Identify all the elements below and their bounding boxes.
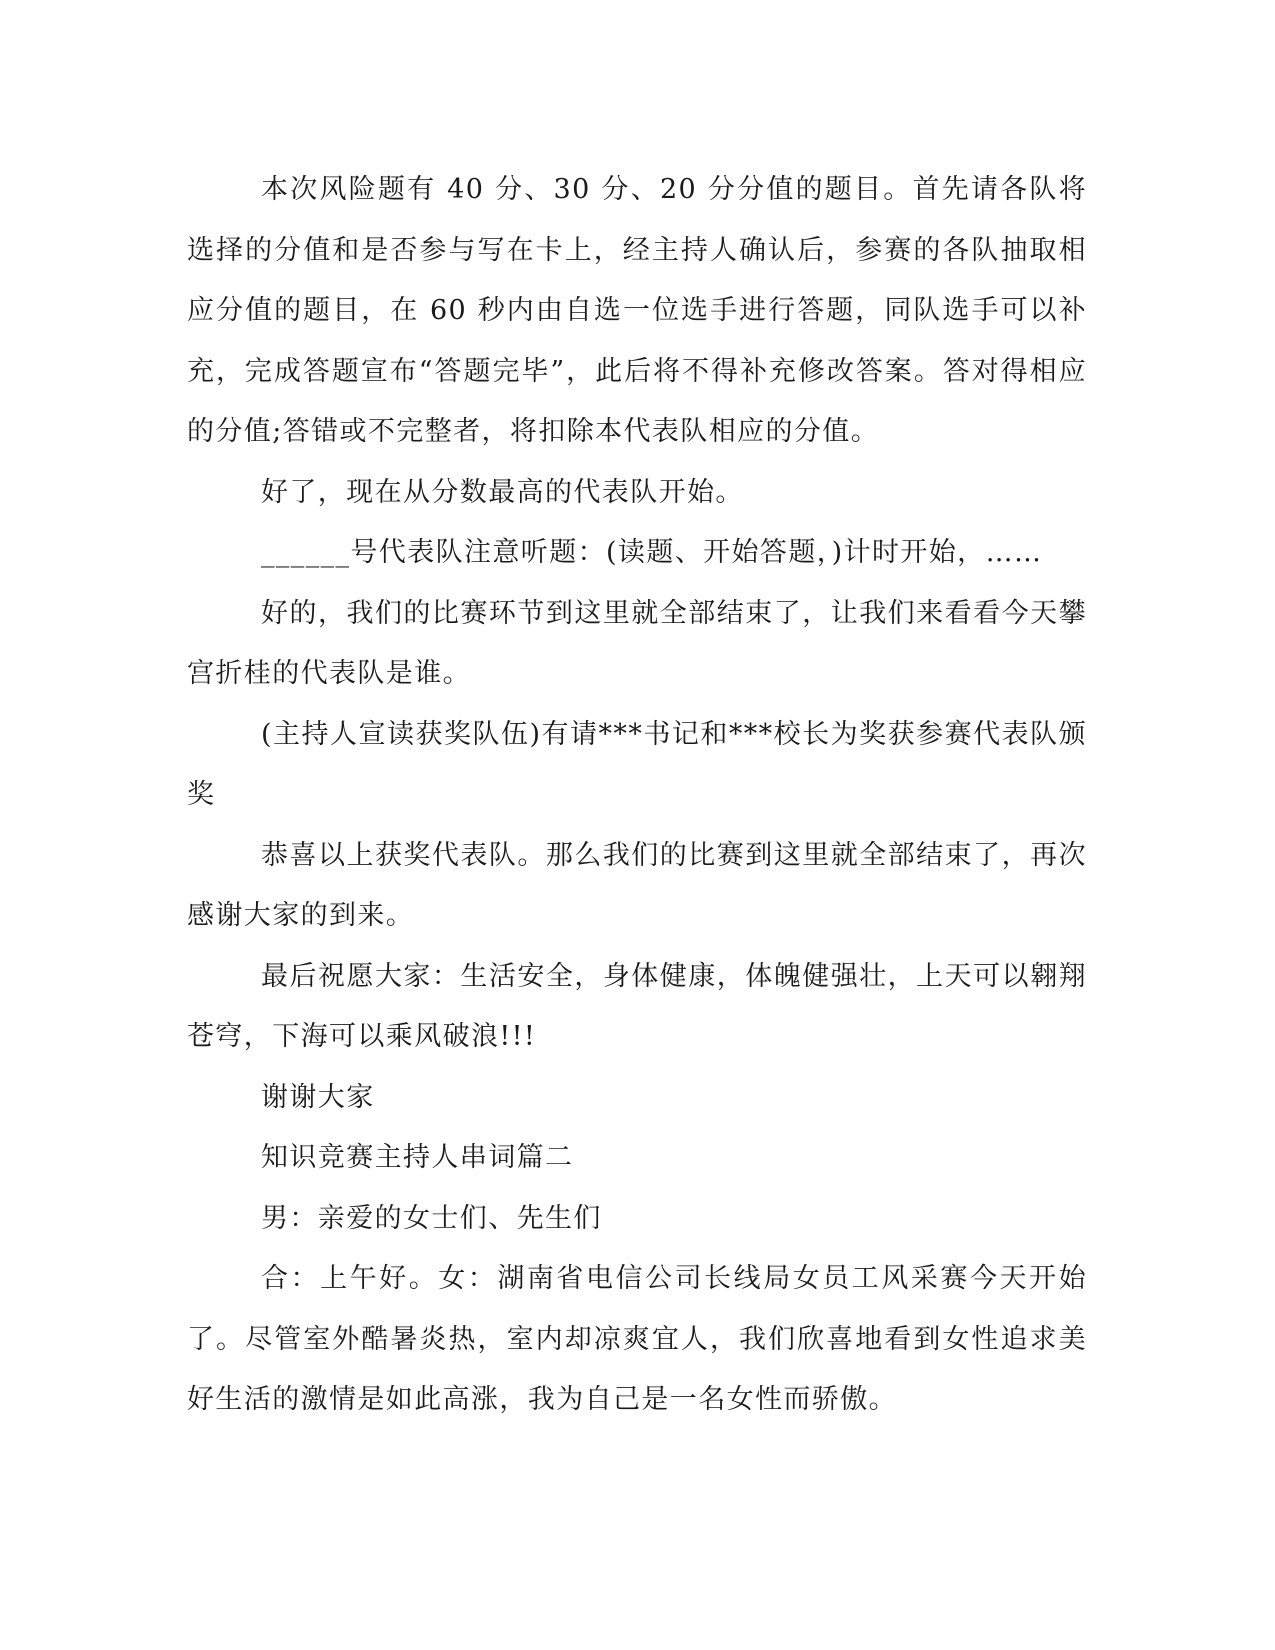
paragraph-risk-rules: 本次风险题有 40 分、30 分、20 分分值的题目。首先请各队将选择的分值和是否参与写在卡上，经主持人确认后，参赛的各队抽取相应分值的题目，在 60 秒内由自选一位选手进行答题，同队选手可以补充，完成答题宣布“答题完毕”，此后将不得补充修改答案。答对得相应的分值;答错或不完整者，将扣除本代表队相应的分值。 [187,174,1087,447]
paragraph-male-host: 男：亲爱的女士们、先生们 [261,1202,602,1234]
paragraph-thanks: 谢谢大家 [261,1081,375,1113]
document-body [187,160,1087,1431]
paragraph-opening: 合：上午好。女：湖南省电信公司长线局女员工风采赛今天开始了。尽管室外酷暑炎热，室内却凉爽宜人，我们欣喜地看到女性追求美好生活的激情是如此高涨，我为自己是一名女性而骄傲。 [187,1263,1087,1415]
paragraph-competition-end: 好的，我们的比赛环节到这里就全部结束了，让我们来看看今天攀宫折桂的代表队是谁。 [187,597,1087,689]
paragraph-team-listen: ______号代表队注意听题：(读题、开始答题，)计时开始，…… [261,537,1043,568]
paragraph-start: 好了，现在从分数最高的代表队开始。 [261,476,744,508]
section-heading: 知识竞赛主持人串词篇二 [261,1142,574,1173]
paragraph-best-wishes: 最后祝愿大家：生活安全，身体健康，体魄健强壮，上天可以翱翔苍穹，下海可以乘风破浪!!! [187,960,1087,1052]
paragraph-congratulations: 恭喜以上获奖代表队。那么我们的比赛到这里就全部结束了，再次感谢大家的到来。 [187,839,1087,931]
paragraph-award-announcement: (主持人宣读获奖队伍)有请***书记和***校长为奖获参赛代表队颁奖 [187,718,1087,810]
